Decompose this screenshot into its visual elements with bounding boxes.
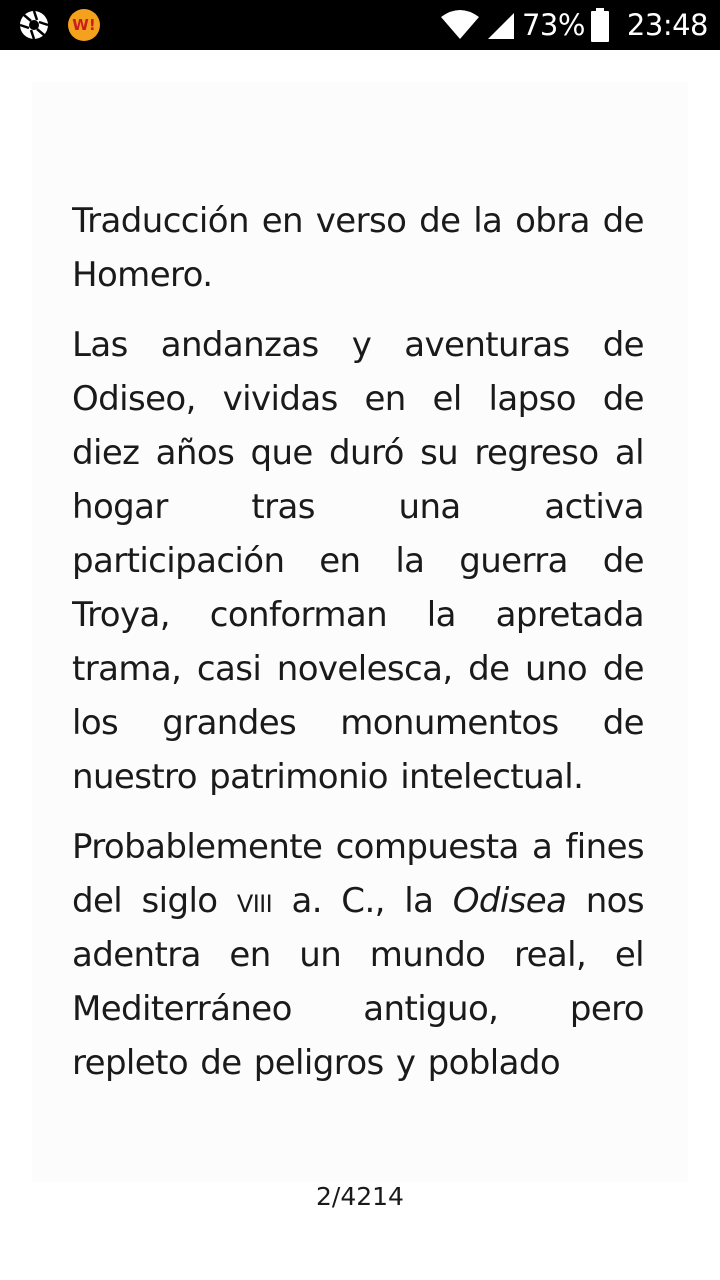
century-numeral: viii [236,881,273,921]
paragraph-text: nos adentra en un mundo real, el Mediterráneo antiguo, pero repleto de peligros y poblado [72,881,644,1083]
paragraph: Las andanzas y aventuras de Odiseo, vividas en el lapso de diez años que duró su regreso al hogar tras una activa participación en la guerra de Troya, conforman la apretada trama, casi novelesca, de uno de los grandes monumentos de nuestro patrimonio intelectual. [72,325,644,797]
paragraph-text: a. C., la [272,881,453,921]
page-counter: 2/4214 [316,1182,404,1211]
paragraph: Traducción en verso de la obra de Homero. [72,201,644,295]
paragraph [72,820,644,1090]
book-text[interactable] [72,194,644,1106]
wattpad-badge-text: W! [72,16,96,34]
cell-signal-icon [486,9,516,41]
paragraph-text: Probablemente compuesta a fines del siglo [72,827,644,921]
status-bar [0,0,720,50]
wifi-icon [440,9,480,41]
battery-percent: 73% [521,8,585,42]
clock: 23:48 [626,8,708,42]
battery-icon [591,8,609,42]
status-bar-right [440,0,708,50]
camera-shutter-icon [18,9,50,41]
book-title: Odisea [452,881,567,921]
wattpad-app-icon [68,9,100,41]
